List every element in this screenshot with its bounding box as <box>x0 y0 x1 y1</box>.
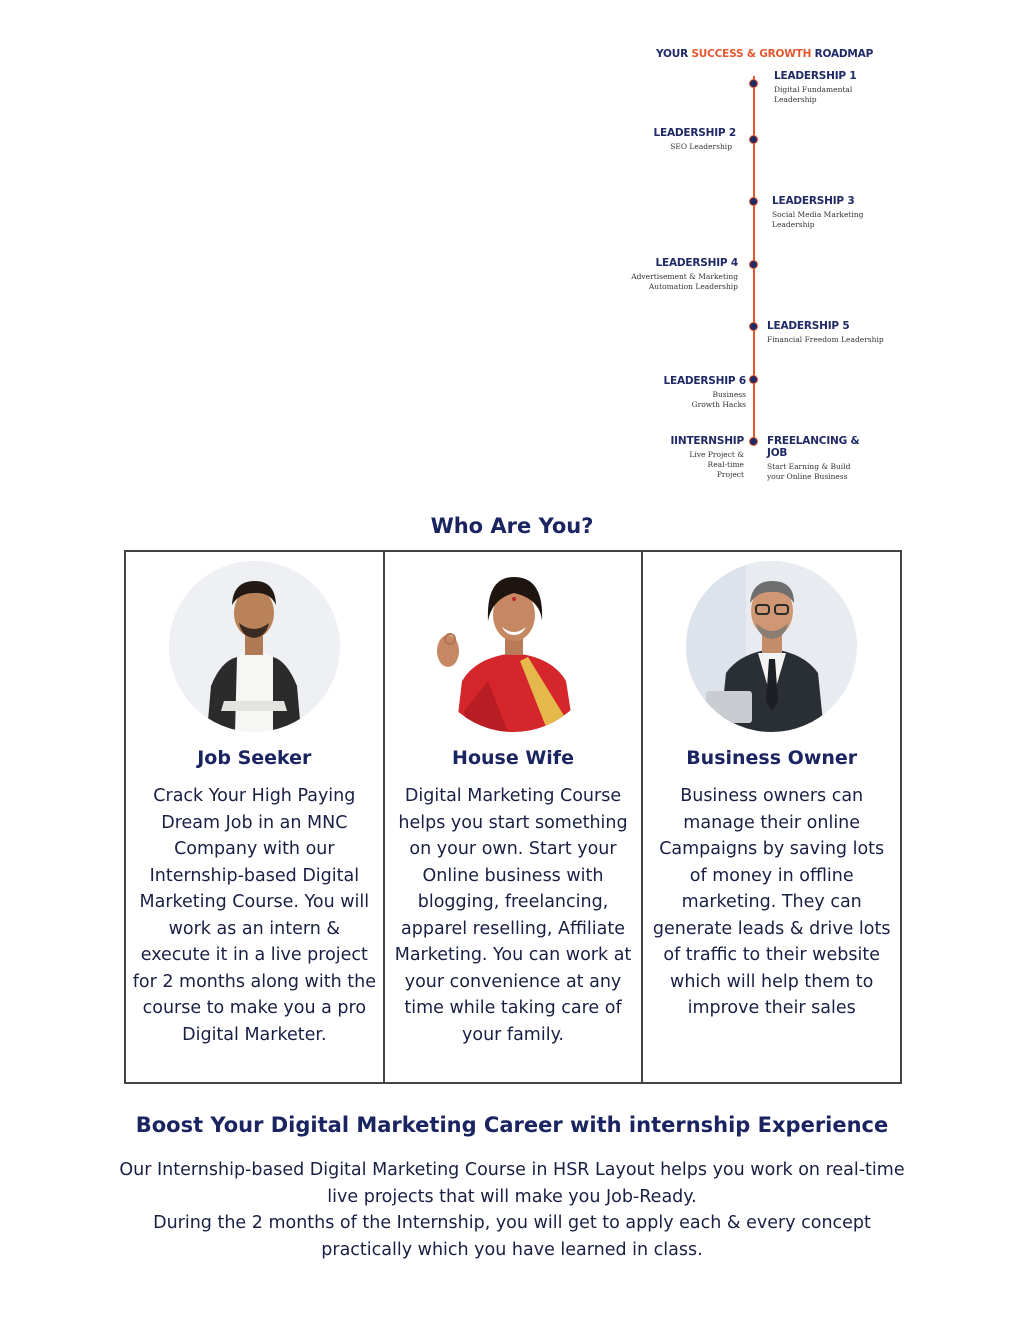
roadmap-title-part1: YOUR <box>656 48 692 60</box>
step-desc: Social Media Marketing Leadership <box>772 210 864 229</box>
roadmap-title <box>656 48 873 60</box>
job-seeker-photo-icon <box>169 561 340 732</box>
roadmap-step-3 <box>772 195 870 230</box>
step-title: LEADERSHIP 3 <box>772 195 855 207</box>
roadmap-dot <box>749 260 758 269</box>
roadmap-title-part3: ROADMAP <box>811 48 874 60</box>
step-desc: Digital Fundamental Leadership <box>774 85 853 104</box>
success-roadmap <box>631 40 896 490</box>
persona-card-job-seeker <box>126 552 385 1082</box>
roadmap-step-1 <box>774 70 864 105</box>
persona-grid <box>124 550 902 1084</box>
house-wife-photo-icon <box>428 561 599 732</box>
roadmap-dot <box>749 375 758 384</box>
step-desc: SEO Leadership <box>670 142 732 151</box>
step-title: LEADERSHIP 2 <box>653 127 736 139</box>
business-owner-photo-icon <box>686 561 857 732</box>
boost-heading: Boost Your Digital Marketing Career with internship Experience <box>135 1113 889 1137</box>
roadmap-title-highlight: SUCCESS & GROWTH <box>691 48 812 60</box>
card-title: Job Seeker <box>197 747 312 769</box>
roadmap-dot <box>749 135 758 144</box>
step-desc: Business Growth Hacks <box>691 390 746 409</box>
step-title: FREELANCING & JOB <box>767 435 860 459</box>
roadmap-step-internship <box>642 435 744 480</box>
card-title: House Wife <box>452 747 574 769</box>
roadmap-dot <box>749 197 758 206</box>
roadmap-step-4 <box>630 257 738 292</box>
step-title: LEADERSHIP 6 <box>663 375 746 387</box>
who-are-you-heading: Who Are You? <box>430 514 594 538</box>
step-desc: Start Earning & Build your Online Business <box>767 462 851 481</box>
card-text: Business owners can manage their online Campaigns by saving lots of money in offline marketing. They can generate leads & drive lots of traffic to their website which will help them to improve their sales <box>652 786 891 1018</box>
roadmap-step-2 <box>632 127 736 152</box>
card-title: Business Owner <box>686 747 858 769</box>
roadmap-step-freelancing <box>767 435 869 482</box>
step-title: LEADERSHIP 1 <box>774 70 857 82</box>
step-desc: Advertisement & Marketing Automation Leadership <box>631 272 738 291</box>
persona-card-house-wife <box>385 552 644 1082</box>
card-text: Digital Marketing Course helps you start something on your own. Start your Online business with blogging, freelancing, apparel reselling, Affiliate Marketing. You can work at your convenience at any time while taking care of your family. <box>394 786 632 1045</box>
boost-paragraph-2: During the 2 months of the Internship, you will get to apply each & every concept practically which you have learned in class. <box>153 1213 871 1260</box>
roadmap-dot <box>749 322 758 331</box>
step-title: IINTERNSHIP <box>670 435 744 447</box>
roadmap-dot <box>749 79 758 88</box>
roadmap-step-5 <box>767 320 887 345</box>
boost-text <box>110 1157 914 1263</box>
roadmap-step-6 <box>642 375 746 410</box>
card-text: Crack Your High Paying Dream Job in an MNC Company with our Internship-based Digital Marketing Course. You will work as an intern & execute it in a live project for 2 months along with the course to make you a pro Digital Marketer. <box>132 786 376 1045</box>
step-title: LEADERSHIP 5 <box>767 320 850 332</box>
step-desc: Live Project & Real-time Project <box>689 450 744 479</box>
persona-card-business-owner <box>643 552 900 1082</box>
roadmap-dot <box>749 437 758 446</box>
step-title: LEADERSHIP 4 <box>655 257 738 269</box>
step-desc: Financial Freedom Leadership <box>767 335 884 344</box>
boost-paragraph-1: Our Internship-based Digital Marketing Course in HSR Layout helps you work on real-time live projects that will make you Job-Ready. <box>119 1160 905 1207</box>
roadmap-timeline-line <box>753 76 755 442</box>
